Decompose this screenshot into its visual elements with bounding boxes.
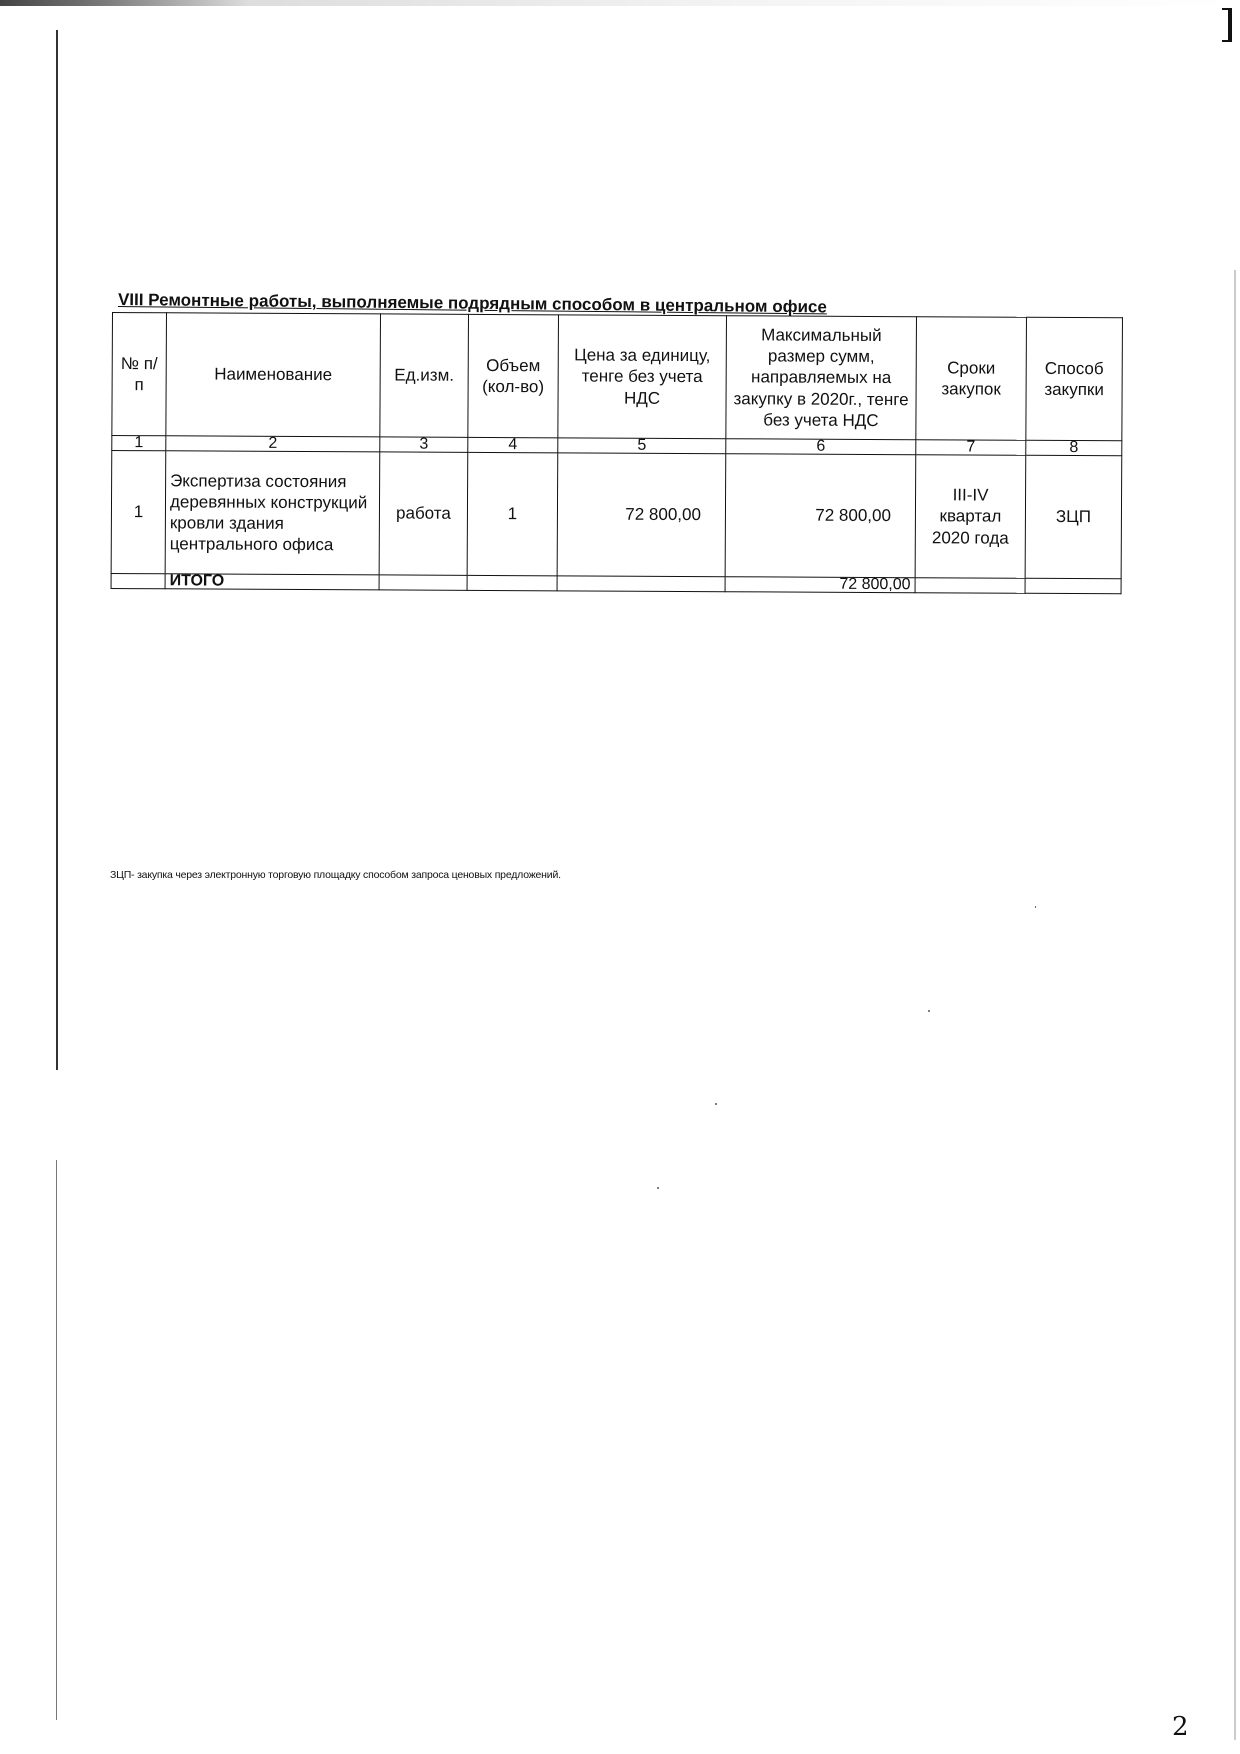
item-name: Экспертиза состояния деревянных конструкций кровли здания центрального офиса bbox=[165, 451, 380, 575]
column-number: 3 bbox=[380, 437, 468, 452]
item-term: III-IV квартал 2020 года bbox=[915, 455, 1026, 579]
item-unit-price: 72 800,00 bbox=[557, 453, 726, 577]
header-cell: Объем (кол-во) bbox=[468, 314, 559, 437]
total-sum: 72 800,00 bbox=[725, 577, 915, 593]
column-number: 2 bbox=[166, 436, 380, 452]
header-cell: Ед.изм. bbox=[380, 314, 469, 437]
column-number: 6 bbox=[726, 439, 916, 455]
item-quantity: 1 bbox=[467, 452, 558, 575]
scan-margin-line bbox=[56, 1160, 57, 1720]
table-header-row bbox=[112, 313, 1123, 441]
header-cell: № п/п bbox=[112, 313, 167, 436]
scan-edge bbox=[1234, 270, 1236, 1740]
scan-speck bbox=[1035, 906, 1036, 908]
scan-margin-line bbox=[56, 30, 58, 1070]
scan-edge bbox=[0, 0, 1240, 6]
column-number: 5 bbox=[558, 438, 726, 454]
column-number: 1 bbox=[112, 436, 166, 451]
item-method: ЗЦП bbox=[1025, 455, 1122, 579]
total-label: ИТОГО bbox=[165, 574, 379, 590]
column-number: 4 bbox=[468, 437, 558, 452]
section-title: VIII Ремонтные работы, выполняемые подрядным способом в центральном офисе bbox=[117, 290, 827, 317]
column-number: 8 bbox=[1026, 440, 1122, 456]
procurement-table bbox=[111, 312, 1123, 594]
header-cell: Наименование bbox=[166, 313, 381, 437]
page-number: 2 bbox=[1172, 1712, 1189, 1742]
item-max-sum: 72 800,00 bbox=[725, 454, 916, 578]
scan-speck bbox=[657, 1187, 659, 1189]
column-number: 7 bbox=[916, 440, 1026, 456]
header-cell: Цена за единицу, тенге без учета НДС bbox=[558, 315, 727, 439]
item-unit: работа bbox=[379, 452, 468, 575]
scan-artifact bbox=[1222, 8, 1232, 42]
row-number: 1 bbox=[111, 451, 166, 574]
header-cell: Максимальный размер сумм, направляемых на закупку в 2020г., тенге без учета НДС bbox=[726, 316, 917, 440]
scan-speck bbox=[928, 1010, 930, 1012]
header-cell: Способ закупки bbox=[1026, 317, 1123, 441]
table-row bbox=[111, 451, 1122, 579]
footnote: ЗЦП- закупка через электронную торговую площадку способом запроса ценовых предложений. bbox=[110, 869, 561, 881]
scan-speck bbox=[715, 1103, 717, 1105]
header-cell: Сроки закупок bbox=[916, 317, 1027, 441]
